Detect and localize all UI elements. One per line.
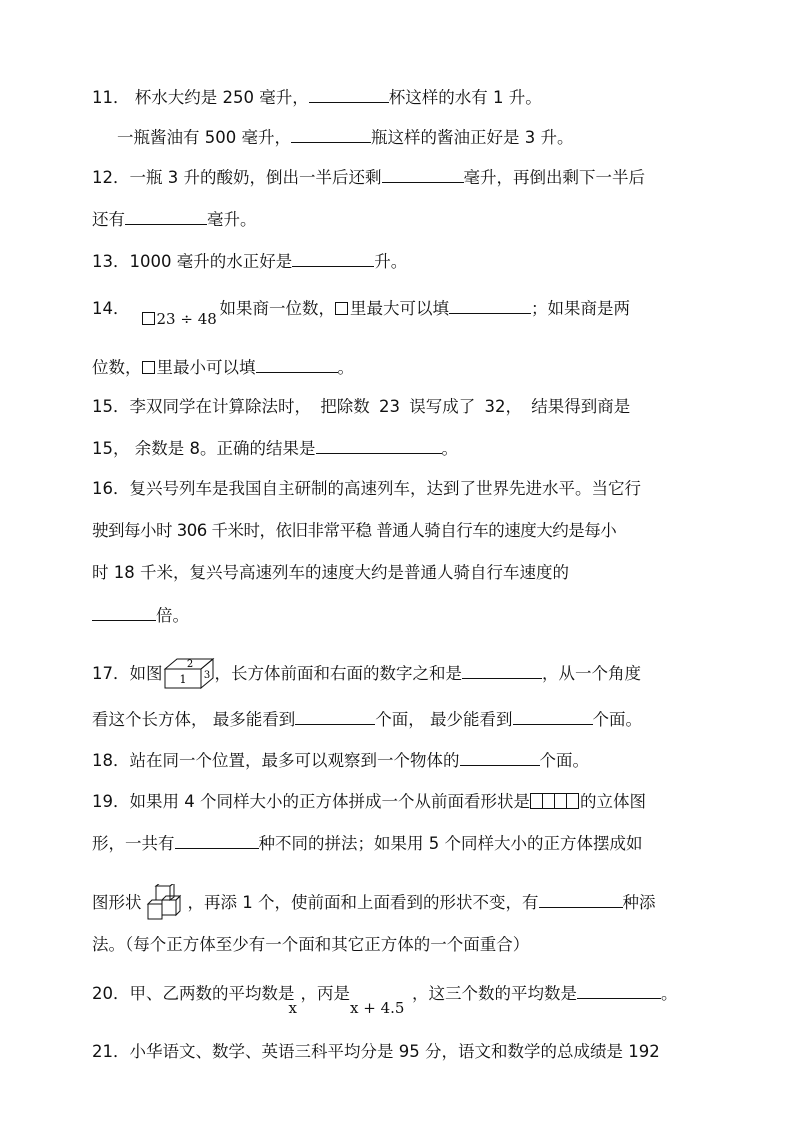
q18-blank-1[interactable]	[460, 749, 540, 766]
q12-line2: 还有 毫升。	[92, 210, 257, 229]
q14-blank-2[interactable]	[256, 356, 338, 373]
q19-line2: 形，一共有 种不同的拼法；如果用 5 个同样大小的正方体摆成如	[92, 834, 643, 853]
q13-line1: 13．1000 毫升的水正好是 升。	[92, 252, 408, 271]
cuboid-front-number: 1	[179, 673, 186, 686]
q14-box-icon	[142, 312, 155, 325]
q14-box-icon-3	[142, 361, 155, 374]
q20-x-plus-expression: x + 4.5	[350, 999, 405, 1017]
q15-line2: 15， 余数是 8。正确的结果是 。	[92, 439, 458, 458]
stacked-cubes-figure	[142, 884, 188, 920]
cuboid-top-number: 2	[186, 659, 193, 670]
q14-blank-1[interactable]	[449, 297, 531, 314]
q11-blank-2[interactable]	[291, 126, 371, 143]
q11-blank-1[interactable]	[309, 86, 389, 103]
q12-line1: 12．一瓶 3 升的酸奶，倒出一半后还剩 毫升，再倒出剩下一半后	[92, 168, 645, 187]
q19-blank-1[interactable]	[175, 832, 259, 849]
q14-box-icon-2	[335, 302, 348, 315]
q11-line1: 11． 杯水大约是 250 毫升， 杯这样的水有 1 升。	[92, 88, 542, 107]
q16-line2: 驶到每小时 306 千米时，依旧非常平稳 普通人骑自行车的速度大约是每小	[92, 521, 617, 540]
q12-blank-2[interactable]	[125, 208, 207, 225]
q20-blank-1[interactable]	[577, 982, 661, 999]
q14-line1: 14． 23 ÷ 48 如果商一位数， 里最大可以填 ；如果商是两	[92, 292, 630, 320]
q20-line1: 20．甲、乙两数的平均数是 x ，丙是 x + 4.5 ，这三个数的平均数是 。	[92, 984, 678, 1017]
cuboid-figure	[163, 657, 215, 689]
q21-line1: 21．小华语文、数学、英语三科平均分是 95 分，语文和数学的总成绩是 192	[92, 1042, 660, 1061]
q11-line2: 一瓶酱油有 500 毫升， 瓶这样的酱油正好是 3 升。	[117, 128, 574, 147]
q14-line2: 位数， 里最小可以填 。	[92, 358, 354, 377]
q17-blank-2[interactable]	[295, 708, 375, 725]
q16-line1: 16．复兴号列车是我国自主研制的高速列车，达到了世界先进水平。当它行	[92, 479, 641, 498]
four-squares-figure	[530, 793, 580, 809]
cuboid-right-number: 3	[203, 670, 210, 681]
q18-line1: 18．站在同一个位置，最多可以观察到一个物体的 个面。	[92, 751, 589, 770]
q13-blank-1[interactable]	[292, 250, 374, 267]
q19-line1: 19．如果用 4 个同样大小的正方体拼成一个从前面看形状是 的立体图	[92, 792, 646, 811]
q16-blank-1[interactable]	[92, 604, 156, 621]
q19-line3: 图形状 ，再添 1 个，使前面和上面看到的形状不变，有 种添	[92, 884, 656, 920]
q19-blank-2[interactable]	[539, 891, 623, 908]
q17-blank-3[interactable]	[513, 708, 593, 725]
q17-blank-1[interactable]	[462, 662, 542, 679]
q15-line1: 15．李双同学在计算除法时， 把除数 23 误写成了 32， 结果得到商是	[92, 397, 631, 416]
q16-line4: 倍。	[92, 604, 189, 627]
q14-expression: 23 ÷ 48	[130, 292, 220, 314]
q17-line1: 17．如图 2 1 3 ，长方体前面和右面的数字之和是 ，从一个角度	[92, 657, 641, 689]
q19-line4: 法。（每个正方体至少有一个面和其它正方体的一个面重合）	[92, 935, 530, 954]
q12-blank-1[interactable]	[382, 166, 464, 183]
q20-x-expression: x	[288, 999, 297, 1017]
q17-line2: 看这个长方体， 最多能看到 个面， 最少能看到 个面。	[92, 710, 642, 729]
q16-line3: 时 18 千米，复兴号高速列车的速度大约是普通人骑自行车速度的	[92, 563, 569, 582]
q15-blank-1[interactable]	[316, 437, 442, 454]
q11-number: 11．	[92, 88, 130, 107]
